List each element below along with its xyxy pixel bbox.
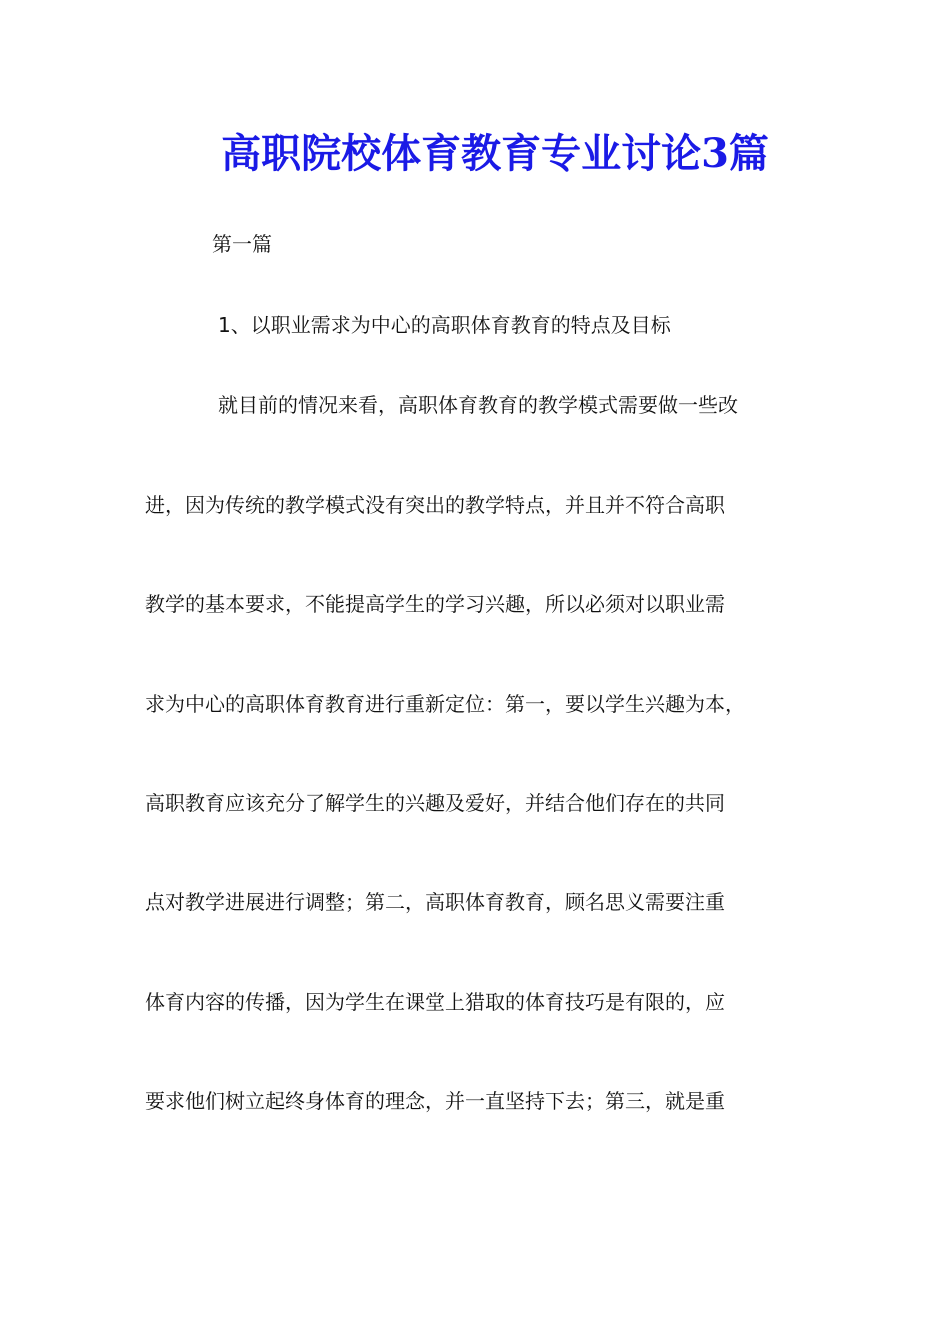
paragraph-line: 要求他们树立起终身体育的理念，并一直坚持下去；第三，就是重	[145, 1089, 725, 1113]
section-heading: 1、以职业需求为中心的高职体育教育的特点及目标	[218, 313, 671, 337]
paragraph-line: 高职教育应该充分了解学生的兴趣及爱好，并结合他们存在的共同	[145, 791, 725, 815]
section-label: 第一篇	[212, 232, 272, 256]
document-title: 高职院校体育教育专业讨论3篇	[221, 130, 769, 177]
paragraph-line: 求为中心的高职体育教育进行重新定位：第一，要以学生兴趣为本，	[145, 692, 745, 716]
paragraph-line: 进，因为传统的教学模式没有突出的教学特点，并且并不符合高职	[145, 493, 725, 517]
paragraph-line: 就目前的情况来看，高职体育教育的教学模式需要做一些改	[218, 393, 738, 417]
paragraph-line: 点对教学进展进行调整；第二，高职体育教育，顾名思义需要注重	[145, 890, 725, 914]
paragraph-line: 体育内容的传播，因为学生在课堂上猎取的体育技巧是有限的，应	[145, 990, 725, 1014]
paragraph-line: 教学的基本要求，不能提高学生的学习兴趣，所以必须对以职业需	[145, 592, 725, 616]
